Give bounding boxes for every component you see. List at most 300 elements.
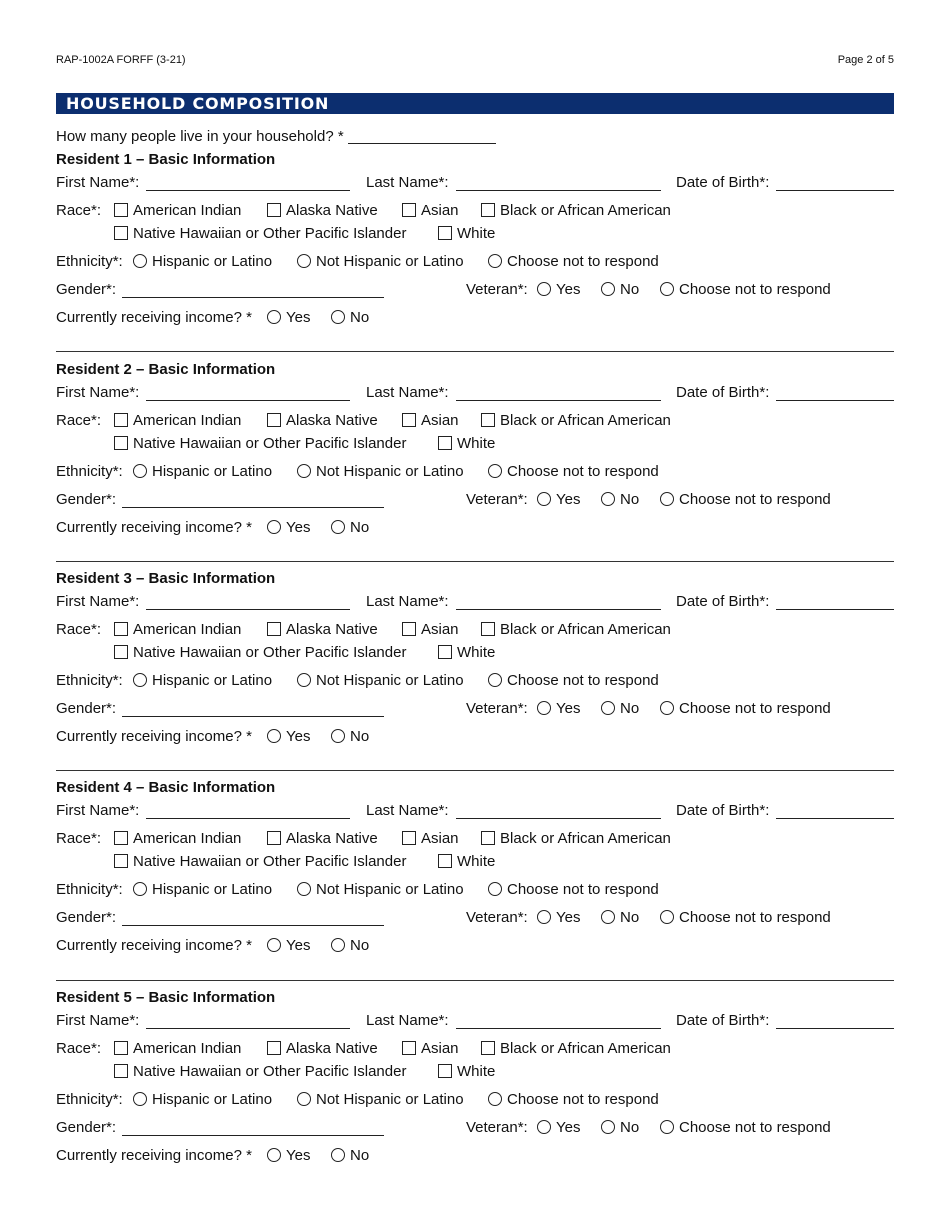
section-divider bbox=[56, 980, 894, 981]
checkbox[interactable] bbox=[267, 203, 281, 217]
veteran-label: Veteran*: bbox=[466, 491, 528, 508]
option-label: No bbox=[350, 309, 370, 326]
household-count-row bbox=[56, 127, 496, 147]
ethnicity-option-not-hispanic[interactable] bbox=[297, 252, 464, 272]
ethnicity-option-no-response[interactable] bbox=[488, 252, 659, 272]
race-label: Race*: bbox=[56, 412, 102, 429]
race-option-white[interactable] bbox=[438, 852, 495, 872]
race-option-asian[interactable] bbox=[402, 829, 459, 849]
race-row bbox=[56, 620, 894, 640]
name-row bbox=[56, 801, 894, 821]
option-label: No bbox=[620, 1119, 640, 1136]
race-row bbox=[56, 201, 894, 221]
race-label: Race*: bbox=[56, 621, 102, 638]
checkbox[interactable] bbox=[267, 413, 281, 427]
option-label: Not Hispanic or Latino bbox=[316, 672, 464, 689]
race-row-2 bbox=[56, 224, 894, 244]
checkbox[interactable] bbox=[481, 831, 495, 845]
radio[interactable] bbox=[601, 910, 615, 924]
radio[interactable] bbox=[660, 701, 674, 715]
checkbox[interactable] bbox=[481, 413, 495, 427]
option-label: Native Hawaiian or Other Pacific Islander bbox=[133, 435, 407, 452]
dob-field[interactable] bbox=[776, 176, 894, 191]
option-label: Yes bbox=[286, 1147, 311, 1164]
resident-section-2 bbox=[56, 360, 894, 556]
checkbox[interactable] bbox=[438, 854, 452, 868]
option-label: American Indian bbox=[133, 830, 242, 847]
checkbox[interactable] bbox=[114, 622, 128, 636]
radio[interactable] bbox=[537, 910, 551, 924]
checkbox[interactable] bbox=[114, 645, 128, 659]
veteran-option-yes[interactable] bbox=[537, 1118, 580, 1138]
income-row bbox=[56, 518, 894, 538]
option-label: No bbox=[350, 1147, 370, 1164]
checkbox[interactable] bbox=[481, 1041, 495, 1055]
option-label: Choose not to respond bbox=[507, 253, 659, 270]
veteran-option-no[interactable] bbox=[601, 1118, 639, 1138]
ethnicity-option-not-hispanic[interactable] bbox=[297, 462, 464, 482]
veteran-option-no[interactable] bbox=[601, 908, 639, 928]
option-label: No bbox=[620, 909, 640, 926]
race-option-alaska-native[interactable] bbox=[267, 829, 378, 849]
income-label: Currently receiving income? * bbox=[56, 309, 252, 326]
last-name-field[interactable] bbox=[456, 176, 661, 191]
option-label: White bbox=[457, 853, 496, 870]
ethnicity-option-hispanic[interactable] bbox=[133, 462, 272, 482]
race-option-black[interactable] bbox=[481, 829, 671, 849]
income-row bbox=[56, 1146, 894, 1166]
income-option-no[interactable] bbox=[331, 727, 369, 747]
veteran-option-yes[interactable] bbox=[537, 280, 580, 300]
checkbox[interactable] bbox=[402, 203, 416, 217]
resident-title: Resident 4 – Basic Information bbox=[56, 779, 276, 796]
radio[interactable] bbox=[331, 729, 345, 743]
option-label: Black or African American bbox=[500, 202, 671, 219]
radio[interactable] bbox=[267, 310, 281, 324]
checkbox[interactable] bbox=[114, 436, 128, 450]
ethnicity-label: Ethnicity*: bbox=[56, 1091, 123, 1108]
resident-title: Resident 3 – Basic Information bbox=[56, 570, 276, 587]
income-label: Currently receiving income? * bbox=[56, 728, 252, 745]
radio[interactable] bbox=[267, 1148, 281, 1162]
radio[interactable] bbox=[297, 254, 311, 268]
option-label: Not Hispanic or Latino bbox=[316, 463, 464, 480]
race-option-white[interactable] bbox=[438, 1062, 495, 1082]
income-option-yes[interactable] bbox=[267, 727, 310, 747]
income-row bbox=[56, 936, 894, 956]
option-label: Choose not to respond bbox=[507, 881, 659, 898]
veteran-option-yes[interactable] bbox=[537, 490, 580, 510]
option-label: Asian bbox=[421, 202, 459, 219]
radio[interactable] bbox=[267, 729, 281, 743]
race-option-asian[interactable] bbox=[402, 201, 459, 221]
last-name-field[interactable] bbox=[456, 595, 661, 610]
option-label: Alaska Native bbox=[286, 202, 378, 219]
income-label: Currently receiving income? * bbox=[56, 519, 252, 536]
option-label: Choose not to respond bbox=[679, 491, 831, 508]
income-label: Currently receiving income? * bbox=[56, 937, 252, 954]
gender-veteran-row bbox=[56, 1118, 894, 1138]
checkbox[interactable] bbox=[438, 436, 452, 450]
household-count-field[interactable] bbox=[348, 129, 496, 144]
checkbox[interactable] bbox=[114, 203, 128, 217]
dob-field[interactable] bbox=[776, 804, 894, 819]
race-option-asian[interactable] bbox=[402, 1039, 459, 1059]
last-name-field[interactable] bbox=[456, 386, 661, 401]
race-option-pacific-islander[interactable] bbox=[114, 852, 406, 872]
resident-title: Resident 2 – Basic Information bbox=[56, 361, 276, 378]
race-label: Race*: bbox=[56, 830, 102, 847]
radio[interactable] bbox=[297, 882, 311, 896]
ethnicity-option-hispanic[interactable] bbox=[133, 252, 272, 272]
income-option-no[interactable] bbox=[331, 308, 369, 328]
resident-section-3 bbox=[56, 569, 894, 765]
ethnicity-label: Ethnicity*: bbox=[56, 253, 123, 270]
option-label: Asian bbox=[421, 830, 459, 847]
option-label: Choose not to respond bbox=[507, 672, 659, 689]
dob-label: Date of Birth*: bbox=[676, 802, 770, 819]
ethnicity-option-hispanic[interactable] bbox=[133, 880, 272, 900]
option-label: No bbox=[350, 728, 370, 745]
option-label: Choose not to respond bbox=[679, 700, 831, 717]
option-label: Hispanic or Latino bbox=[152, 881, 273, 898]
race-option-black[interactable] bbox=[481, 1039, 671, 1059]
race-row-2 bbox=[56, 643, 894, 663]
radio[interactable] bbox=[297, 673, 311, 687]
veteran-option-no-response[interactable] bbox=[660, 908, 831, 928]
option-label: No bbox=[350, 937, 370, 954]
veteran-option-no[interactable] bbox=[601, 490, 639, 510]
dob-label: Date of Birth*: bbox=[676, 1012, 770, 1029]
first-name-field[interactable] bbox=[146, 1014, 350, 1029]
veteran-label: Veteran*: bbox=[466, 700, 528, 717]
ethnicity-row bbox=[56, 671, 894, 691]
option-label: Choose not to respond bbox=[679, 909, 831, 926]
option-label: American Indian bbox=[133, 621, 242, 638]
race-option-alaska-native[interactable] bbox=[267, 201, 378, 221]
option-label: Black or African American bbox=[500, 621, 671, 638]
gender-label: Gender*: bbox=[56, 909, 117, 926]
race-option-white[interactable] bbox=[438, 224, 495, 244]
option-label: Black or African American bbox=[500, 830, 671, 847]
race-row bbox=[56, 1039, 894, 1059]
veteran-label: Veteran*: bbox=[466, 281, 528, 298]
gender-veteran-row bbox=[56, 490, 894, 510]
radio[interactable] bbox=[660, 282, 674, 296]
option-label: Alaska Native bbox=[286, 830, 378, 847]
option-label: American Indian bbox=[133, 202, 242, 219]
section-banner: HOUSEHOLD COMPOSITION bbox=[56, 93, 894, 114]
checkbox[interactable] bbox=[114, 831, 128, 845]
checkbox[interactable] bbox=[114, 226, 128, 240]
radio[interactable] bbox=[133, 882, 147, 896]
race-option-pacific-islander[interactable] bbox=[114, 1062, 406, 1082]
first-name-label: First Name*: bbox=[56, 1012, 140, 1029]
ethnicity-option-hispanic[interactable] bbox=[133, 671, 272, 691]
option-label: Choose not to respond bbox=[679, 1119, 831, 1136]
veteran-option-no[interactable] bbox=[601, 280, 639, 300]
race-row bbox=[56, 411, 894, 431]
last-name-field[interactable] bbox=[456, 804, 661, 819]
radio[interactable] bbox=[331, 938, 345, 952]
income-option-no[interactable] bbox=[331, 518, 369, 538]
race-option-american-indian[interactable] bbox=[114, 1039, 241, 1059]
last-name-label: Last Name*: bbox=[366, 1012, 449, 1029]
dob-field[interactable] bbox=[776, 595, 894, 610]
ethnicity-option-no-response[interactable] bbox=[488, 462, 659, 482]
radio[interactable] bbox=[133, 1092, 147, 1106]
race-row-2 bbox=[56, 434, 894, 454]
last-name-label: Last Name*: bbox=[366, 802, 449, 819]
name-row bbox=[56, 592, 894, 612]
ethnicity-row bbox=[56, 880, 894, 900]
radio[interactable] bbox=[488, 1092, 502, 1106]
radio[interactable] bbox=[660, 492, 674, 506]
race-option-alaska-native[interactable] bbox=[267, 411, 378, 431]
race-option-asian[interactable] bbox=[402, 620, 459, 640]
veteran-option-yes[interactable] bbox=[537, 908, 580, 928]
income-option-yes[interactable] bbox=[267, 308, 310, 328]
option-label: No bbox=[620, 491, 640, 508]
household-count-label: How many people live in your household? * bbox=[56, 128, 344, 145]
option-label: Alaska Native bbox=[286, 621, 378, 638]
page-number: Page 2 of 5 bbox=[837, 54, 894, 66]
first-name-label: First Name*: bbox=[56, 174, 140, 191]
first-name-field[interactable] bbox=[146, 595, 350, 610]
option-label: Native Hawaiian or Other Pacific Islander bbox=[133, 225, 407, 242]
option-label: Yes bbox=[556, 281, 581, 298]
first-name-label: First Name*: bbox=[56, 384, 140, 401]
option-label: Yes bbox=[556, 909, 581, 926]
option-label: Hispanic or Latino bbox=[152, 253, 273, 270]
resident-title: Resident 5 – Basic Information bbox=[56, 989, 276, 1006]
radio[interactable] bbox=[133, 673, 147, 687]
race-option-american-indian[interactable] bbox=[114, 829, 241, 849]
checkbox[interactable] bbox=[267, 622, 281, 636]
veteran-option-yes[interactable] bbox=[537, 699, 580, 719]
resident-section-1 bbox=[56, 150, 894, 346]
option-label: Yes bbox=[286, 937, 311, 954]
race-option-alaska-native[interactable] bbox=[267, 620, 378, 640]
page-header bbox=[56, 54, 894, 68]
first-name-label: First Name*: bbox=[56, 802, 140, 819]
radio[interactable] bbox=[601, 1120, 615, 1134]
radio[interactable] bbox=[297, 1092, 311, 1106]
radio[interactable] bbox=[133, 464, 147, 478]
checkbox[interactable] bbox=[267, 1041, 281, 1055]
veteran-option-no-response[interactable] bbox=[660, 1118, 831, 1138]
ethnicity-label: Ethnicity*: bbox=[56, 463, 123, 480]
option-label: Hispanic or Latino bbox=[152, 672, 273, 689]
veteran-option-no-response[interactable] bbox=[660, 280, 831, 300]
gender-field[interactable] bbox=[122, 493, 384, 508]
option-label: Asian bbox=[421, 412, 459, 429]
veteran-option-no[interactable] bbox=[601, 699, 639, 719]
option-label: Choose not to respond bbox=[679, 281, 831, 298]
radio[interactable] bbox=[660, 910, 674, 924]
ethnicity-label: Ethnicity*: bbox=[56, 881, 123, 898]
checkbox[interactable] bbox=[114, 1041, 128, 1055]
option-label: White bbox=[457, 225, 496, 242]
ethnicity-option-no-response[interactable] bbox=[488, 1090, 659, 1110]
first-name-label: First Name*: bbox=[56, 593, 140, 610]
race-option-alaska-native[interactable] bbox=[267, 1039, 378, 1059]
race-option-pacific-islander[interactable] bbox=[114, 643, 406, 663]
radio[interactable] bbox=[133, 254, 147, 268]
option-label: Yes bbox=[556, 700, 581, 717]
veteran-option-no-response[interactable] bbox=[660, 490, 831, 510]
section-divider bbox=[56, 351, 894, 352]
last-name-field[interactable] bbox=[456, 1014, 661, 1029]
ethnicity-option-not-hispanic[interactable] bbox=[297, 880, 464, 900]
radio[interactable] bbox=[537, 492, 551, 506]
race-label: Race*: bbox=[56, 202, 102, 219]
radio[interactable] bbox=[488, 254, 502, 268]
option-label: Native Hawaiian or Other Pacific Islander bbox=[133, 644, 407, 661]
gender-veteran-row bbox=[56, 699, 894, 719]
radio[interactable] bbox=[488, 882, 502, 896]
race-row bbox=[56, 829, 894, 849]
checkbox[interactable] bbox=[114, 413, 128, 427]
income-option-no[interactable] bbox=[331, 936, 369, 956]
race-option-american-indian[interactable] bbox=[114, 201, 241, 221]
race-option-asian[interactable] bbox=[402, 411, 459, 431]
dob-label: Date of Birth*: bbox=[676, 384, 770, 401]
ethnicity-option-hispanic[interactable] bbox=[133, 1090, 272, 1110]
option-label: American Indian bbox=[133, 1040, 242, 1057]
checkbox[interactable] bbox=[438, 226, 452, 240]
first-name-field[interactable] bbox=[146, 386, 350, 401]
income-option-yes[interactable] bbox=[267, 936, 310, 956]
race-option-black[interactable] bbox=[481, 201, 671, 221]
radio[interactable] bbox=[331, 520, 345, 534]
radio[interactable] bbox=[537, 282, 551, 296]
gender-label: Gender*: bbox=[56, 491, 117, 508]
race-label: Race*: bbox=[56, 1040, 102, 1057]
checkbox[interactable] bbox=[481, 622, 495, 636]
income-row bbox=[56, 727, 894, 747]
checkbox[interactable] bbox=[402, 413, 416, 427]
radio[interactable] bbox=[601, 701, 615, 715]
dob-field[interactable] bbox=[776, 1014, 894, 1029]
race-option-american-indian[interactable] bbox=[114, 411, 241, 431]
option-label: Yes bbox=[556, 491, 581, 508]
race-option-american-indian[interactable] bbox=[114, 620, 241, 640]
option-label: Asian bbox=[421, 621, 459, 638]
last-name-label: Last Name*: bbox=[366, 593, 449, 610]
race-option-black[interactable] bbox=[481, 620, 671, 640]
radio[interactable] bbox=[488, 464, 502, 478]
gender-field[interactable] bbox=[122, 283, 384, 298]
gender-field[interactable] bbox=[122, 911, 384, 926]
dob-label: Date of Birth*: bbox=[676, 174, 770, 191]
income-option-no[interactable] bbox=[331, 1146, 369, 1166]
ethnicity-option-not-hispanic[interactable] bbox=[297, 671, 464, 691]
radio[interactable] bbox=[537, 1120, 551, 1134]
radio[interactable] bbox=[601, 282, 615, 296]
radio[interactable] bbox=[297, 464, 311, 478]
name-row bbox=[56, 1011, 894, 1031]
name-row bbox=[56, 173, 894, 193]
option-label: No bbox=[350, 519, 370, 536]
option-label: Hispanic or Latino bbox=[152, 463, 273, 480]
radio[interactable] bbox=[331, 1148, 345, 1162]
option-label: White bbox=[457, 1063, 496, 1080]
checkbox[interactable] bbox=[438, 1064, 452, 1078]
option-label: American Indian bbox=[133, 412, 242, 429]
option-label: Native Hawaiian or Other Pacific Islander bbox=[133, 853, 407, 870]
income-option-yes[interactable] bbox=[267, 1146, 310, 1166]
checkbox[interactable] bbox=[114, 1064, 128, 1078]
gender-label: Gender*: bbox=[56, 700, 117, 717]
veteran-label: Veteran*: bbox=[466, 909, 528, 926]
veteran-label: Veteran*: bbox=[466, 1119, 528, 1136]
gender-label: Gender*: bbox=[56, 281, 117, 298]
radio[interactable] bbox=[488, 673, 502, 687]
radio[interactable] bbox=[267, 520, 281, 534]
checkbox[interactable] bbox=[402, 831, 416, 845]
dob-label: Date of Birth*: bbox=[676, 593, 770, 610]
section-divider bbox=[56, 770, 894, 771]
race-option-pacific-islander[interactable] bbox=[114, 434, 406, 454]
section-divider bbox=[56, 561, 894, 562]
option-label: Alaska Native bbox=[286, 412, 378, 429]
name-row bbox=[56, 383, 894, 403]
option-label: Not Hispanic or Latino bbox=[316, 881, 464, 898]
ethnicity-option-no-response[interactable] bbox=[488, 671, 659, 691]
race-option-black[interactable] bbox=[481, 411, 671, 431]
race-option-white[interactable] bbox=[438, 434, 495, 454]
radio[interactable] bbox=[331, 310, 345, 324]
radio[interactable] bbox=[537, 701, 551, 715]
ethnicity-label: Ethnicity*: bbox=[56, 672, 123, 689]
resident-section-5 bbox=[56, 988, 894, 1184]
ethnicity-row bbox=[56, 1090, 894, 1110]
option-label: Not Hispanic or Latino bbox=[316, 1091, 464, 1108]
option-label: Hispanic or Latino bbox=[152, 1091, 273, 1108]
veteran-option-no-response[interactable] bbox=[660, 699, 831, 719]
checkbox[interactable] bbox=[402, 1041, 416, 1055]
gender-field[interactable] bbox=[122, 1121, 384, 1136]
option-label: No bbox=[620, 281, 640, 298]
radio[interactable] bbox=[660, 1120, 674, 1134]
checkbox[interactable] bbox=[267, 831, 281, 845]
option-label: Yes bbox=[286, 519, 311, 536]
checkbox[interactable] bbox=[402, 622, 416, 636]
last-name-label: Last Name*: bbox=[366, 384, 449, 401]
checkbox[interactable] bbox=[481, 203, 495, 217]
race-row-2 bbox=[56, 852, 894, 872]
gender-label: Gender*: bbox=[56, 1119, 117, 1136]
option-label: Choose not to respond bbox=[507, 1091, 659, 1108]
radio[interactable] bbox=[267, 938, 281, 952]
gender-field[interactable] bbox=[122, 702, 384, 717]
option-label: Black or African American bbox=[500, 412, 671, 429]
income-option-yes[interactable] bbox=[267, 518, 310, 538]
first-name-field[interactable] bbox=[146, 804, 350, 819]
checkbox[interactable] bbox=[438, 645, 452, 659]
first-name-field[interactable] bbox=[146, 176, 350, 191]
dob-field[interactable] bbox=[776, 386, 894, 401]
ethnicity-option-no-response[interactable] bbox=[488, 880, 659, 900]
checkbox[interactable] bbox=[114, 854, 128, 868]
race-option-white[interactable] bbox=[438, 643, 495, 663]
option-label: Not Hispanic or Latino bbox=[316, 253, 464, 270]
ethnicity-option-not-hispanic[interactable] bbox=[297, 1090, 464, 1110]
radio[interactable] bbox=[601, 492, 615, 506]
option-label: Black or African American bbox=[500, 1040, 671, 1057]
race-option-pacific-islander[interactable] bbox=[114, 224, 406, 244]
